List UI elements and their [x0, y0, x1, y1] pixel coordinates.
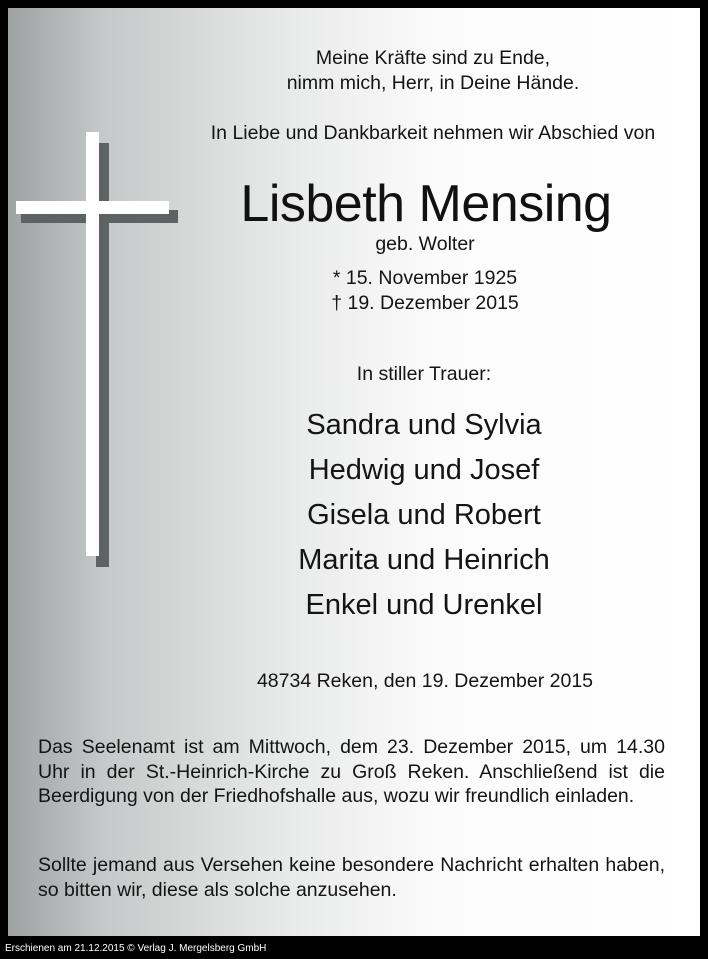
- funeral-details: Das Seelenamt ist am Mittwoch, dem 23. Dezember 2015, um 14.30 Uhr in der St.-Heinrich-Kirche zu Groß Reken. Anschließend ist die Beerdigung von der Friedhofshalle aus, wozu wir freundlich einladen.: [38, 736, 665, 807]
- notice-disclaimer: Sollte jemand aus Versehen keine besondere Nachricht erhalten haben, so bitten wir, diese als solche anzusehen.: [38, 854, 665, 901]
- verse-line-1: Meine Kräfte sind zu Ende,: [315, 47, 551, 69]
- mourner-line: Sandra und Sylvia: [306, 409, 542, 441]
- mourners-list: [8, 403, 700, 628]
- birth-name: geb. Wolter: [375, 233, 475, 255]
- place-and-date: 48734 Reken, den 19. Dezember 2015: [256, 670, 594, 692]
- life-dates: [8, 266, 700, 316]
- birth-date: * 15. November 1925: [332, 267, 518, 289]
- mourner-line: Gisela und Robert: [307, 499, 541, 531]
- farewell-intro: In Liebe und Dankbarkeit nehmen wir Abschied von: [210, 122, 656, 144]
- mourner-line: Hedwig und Josef: [308, 454, 540, 486]
- mourner-line: Marita und Heinrich: [298, 544, 550, 576]
- verse: [8, 46, 700, 96]
- obituary-card: [8, 8, 700, 936]
- mourning-intro: In stiller Trauer:: [356, 363, 492, 385]
- deceased-name: Lisbeth Mensing: [240, 175, 612, 233]
- death-date: † 19. Dezember 2015: [331, 292, 519, 314]
- mourner-line: Enkel und Urenkel: [305, 589, 543, 621]
- verse-line-2: nimm mich, Herr, in Deine Hände.: [286, 72, 580, 94]
- publication-footer: Erschienen am 21.12.2015 © Verlag J. Mergelsberg GmbH: [5, 943, 267, 954]
